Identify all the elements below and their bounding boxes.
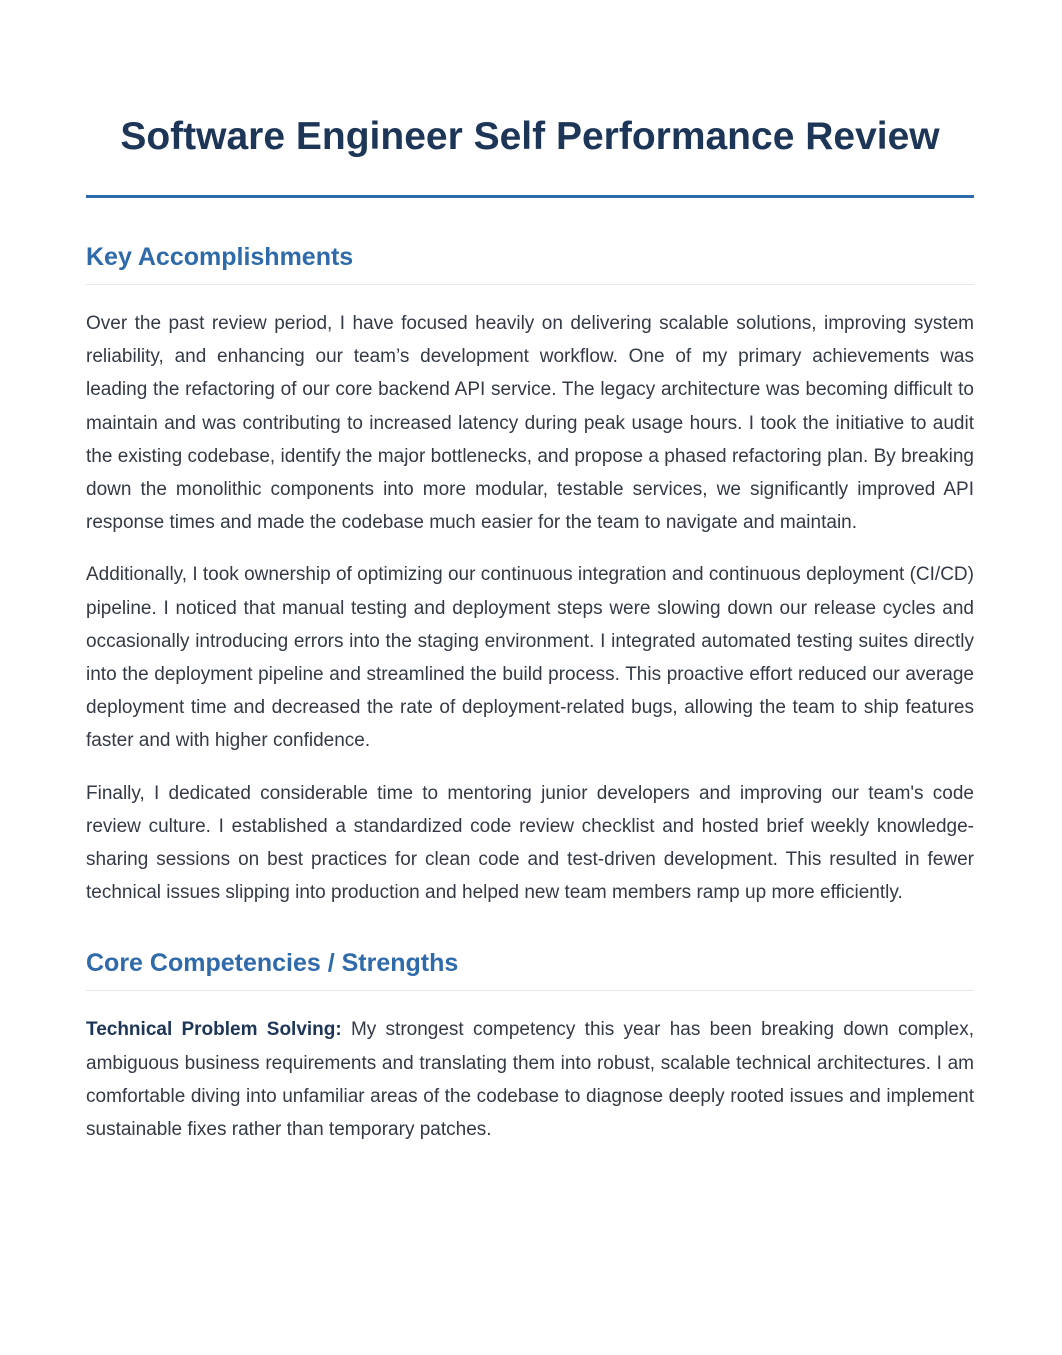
- competency-label: Technical Problem Solving:: [86, 1019, 342, 1041]
- section-divider: [86, 990, 974, 991]
- section-key-accomplishments: [86, 242, 974, 909]
- competency-item: [86, 1013, 974, 1146]
- document-title: Software Engineer Self Performance Review: [120, 115, 940, 158]
- paragraph: Finally, I dedicated considerable time to mentoring junior developers and improving our team's code review culture. I established a standardized code review checklist and hosted brief weekly knowledge-sharing sessions on best practices for clean code and test-driven development. This resulted in fewer technical issues slipping into production and helped new team members ramp up more efficiently.: [86, 782, 974, 904]
- section-divider: [86, 284, 974, 285]
- paragraph: Over the past review period, I have focused heavily on delivering scalable solutions, improving system reliability, and enhancing our team’s development workflow. One of my primary achievements was leading the refactoring of our core backend API service. The legacy architecture was becoming difficult to maintain and was contributing to increased latency during peak usage hours. I took the initiative to audit the existing codebase, identify the major bottlenecks, and propose a phased refactoring plan. By breaking down the monolithic components into more modular, testable services, we significantly improved API response times and made the codebase much easier for the team to navigate and maintain.: [86, 313, 974, 534]
- section-heading: Core Competencies / Strengths: [86, 949, 459, 978]
- paragraph: Additionally, I took ownership of optimizing our continuous integration and continuous deployment (CI/CD) pipeline. I noticed that manual testing and deployment steps were slowing down our release cycles and occasionally introducing errors into the staging environment. I integrated automated testing suites directly into the deployment pipeline and streamlined the build process. This proactive effort reduced our average deployment time and decreased the rate of deployment-related bugs, allowing the team to ship features faster and with higher confidence.: [86, 564, 974, 752]
- competency-text: My strongest competency this year has been breaking down complex, ambiguous business requirements and translating them into robust, scalable technical architectures. I am comfortable diving into unfamiliar areas of the codebase to diagnose deeply rooted issues and implement sustainable fixes rather than temporary patches.: [86, 1019, 974, 1141]
- section-heading: Key Accomplishments: [86, 243, 354, 271]
- title-divider: [86, 195, 974, 198]
- section-core-competencies: [86, 948, 974, 1146]
